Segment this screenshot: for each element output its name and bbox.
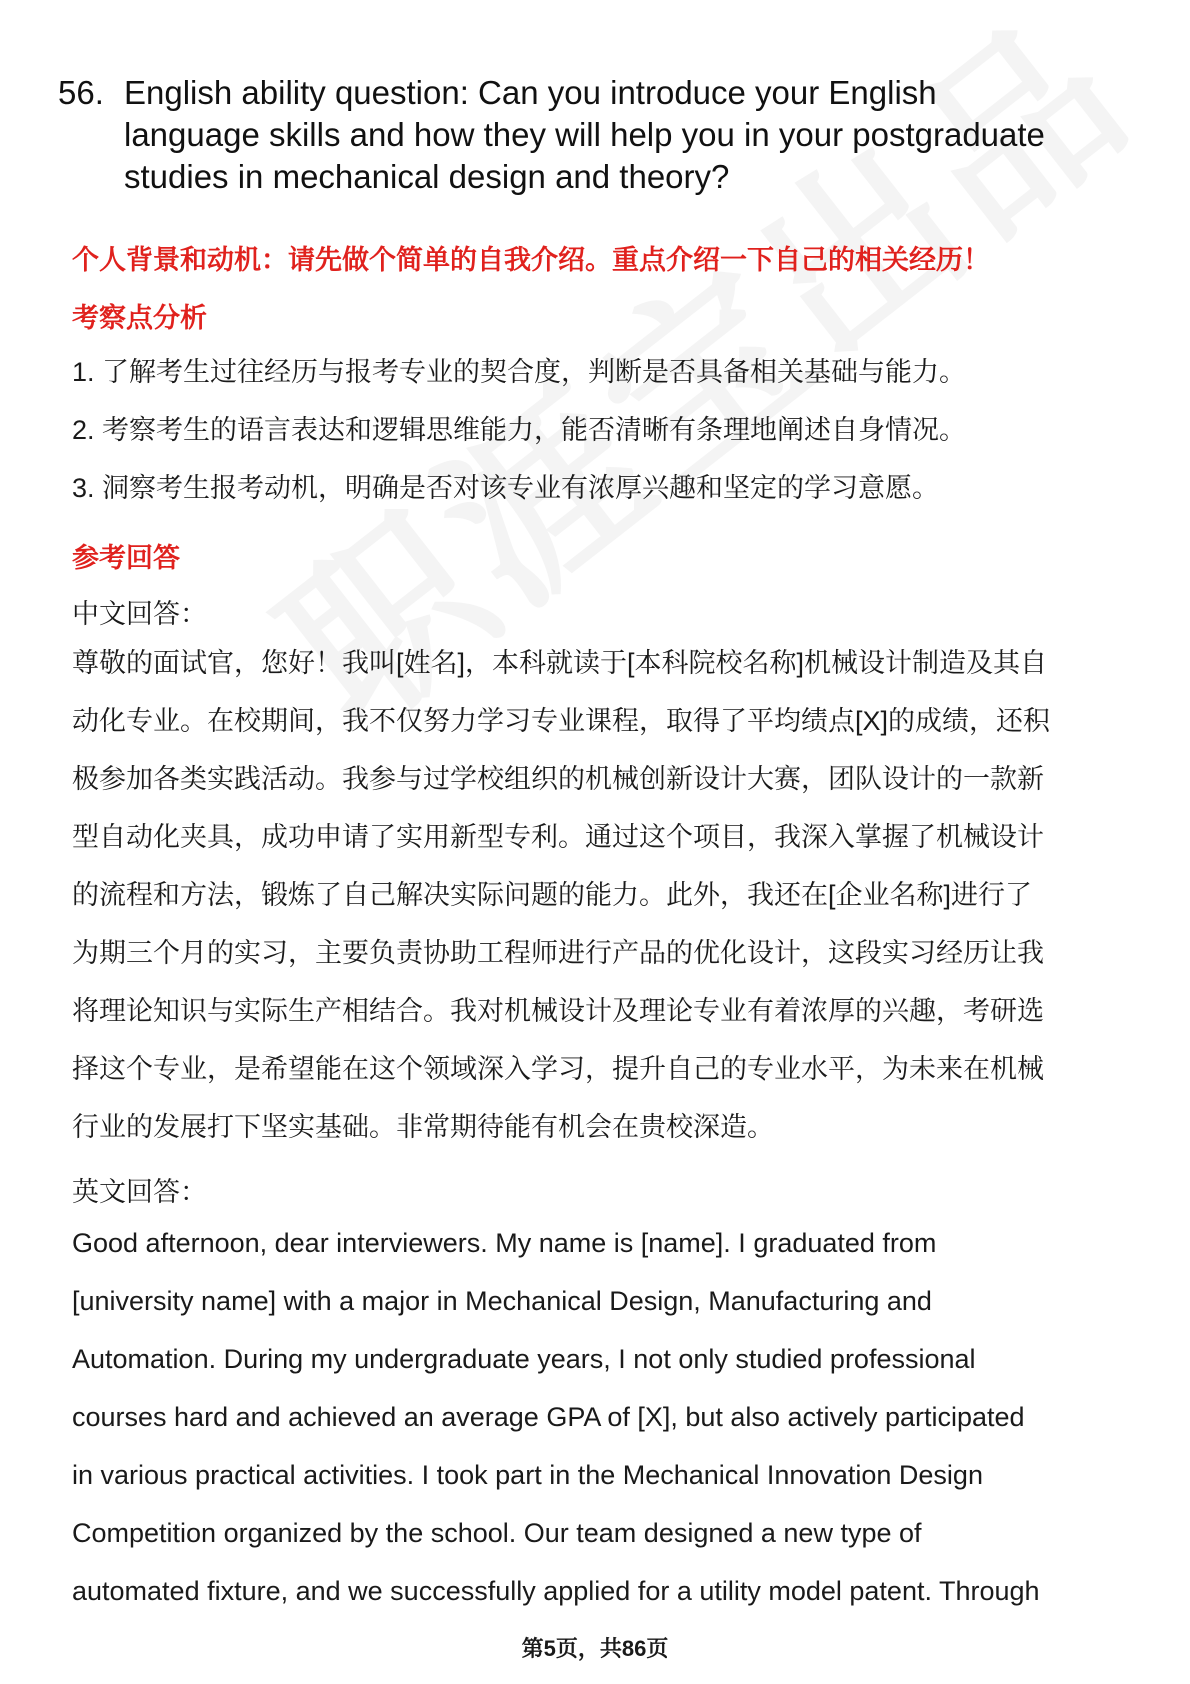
paragraph-line: automated fixture, and we successfully applied for a utility model patent. Through [72,1576,1040,1606]
paragraph-line: 为期三个月的实习，主要负责协助工程师进行产品的优化设计，这段实习经历让我 [72,938,1044,968]
paragraph-line: 择这个专业，是希望能在这个领域深入学习，提升自己的专业水平，为未来在机械 [72,1054,1044,1084]
paragraph-line: in various practical activities. I took part in the Mechanical Innovation Design [72,1460,983,1490]
analysis-heading: 考察点分析 [72,303,207,333]
analysis-point: 3. 洞察考生报考动机，明确是否对该专业有浓厚兴趣和坚定的学习意愿。 [72,473,940,503]
paragraph-line: 极参加各类实践活动。我参与过学校组织的机械创新设计大赛，团队设计的一款新 [72,764,1044,794]
chinese-answer-paragraph [72,634,1122,1156]
question-number: 56. [58,74,104,111]
question-line: studies in mechanical design and theory? [124,158,730,195]
chinese-answer-label: 中文回答： [72,599,207,629]
english-answer-label: 英文回答： [72,1177,207,1207]
paragraph-line: 型自动化夹具，成功申请了实用新型专利。通过这个项目，我深入掌握了机械设计 [72,822,1044,852]
paragraph-line: courses hard and achieved an average GPA of [X], but also actively participated [72,1402,1025,1432]
analysis-point: 2. 考察考生的语言表达和逻辑思维能力，能否清晰有条理地阐述自身情况。 [72,415,967,445]
intro-heading: 个人背景和动机：请先做个简单的自我介绍。重点介绍一下自己的相关经历！ [72,245,990,275]
paragraph-line: 的流程和方法，锻炼了自己解决实际问题的能力。此外，我还在[企业名称]进行了 [72,880,1033,910]
answer-heading: 参考回答 [72,543,180,573]
paragraph-line: 动化专业。在校期间，我不仅努力学习专业课程，取得了平均绩点[X]的成绩，还积 [72,706,1051,736]
page-number-footer: 第5页，共86页 [521,1636,669,1661]
paragraph-line: Good afternoon, dear interviewers. My name is [name]. I graduated from [72,1228,937,1258]
paragraph-line: 将理论知识与实际生产相结合。我对机械设计及理论专业有着浓厚的兴趣，考研选 [72,996,1044,1026]
question-text [124,72,1118,198]
analysis-point: 1. 了解考生过往经历与报考专业的契合度，判断是否具备相关基础与能力。 [72,357,967,387]
paragraph-line: [university name] with a major in Mechanical Design, Manufacturing and [72,1286,932,1316]
question-block [58,72,1118,198]
question-line: language skills and how they will help you in your postgraduate [124,116,1045,153]
question-line: English ability question: Can you introduce your English [124,74,937,111]
paragraph-line: Automation. During my undergraduate years, I not only studied professional [72,1344,976,1374]
paragraph-line: 尊敬的面试官，您好！我叫[姓名]，本科就读于[本科院校名称]机械设计制造及其自 [72,648,1048,678]
english-answer-paragraph [72,1214,1122,1620]
paragraph-line: Competition organized by the school. Our team designed a new type of [72,1518,922,1548]
paragraph-line: 行业的发展打下坚实基础。非常期待能有机会在贵校深造。 [72,1112,774,1142]
